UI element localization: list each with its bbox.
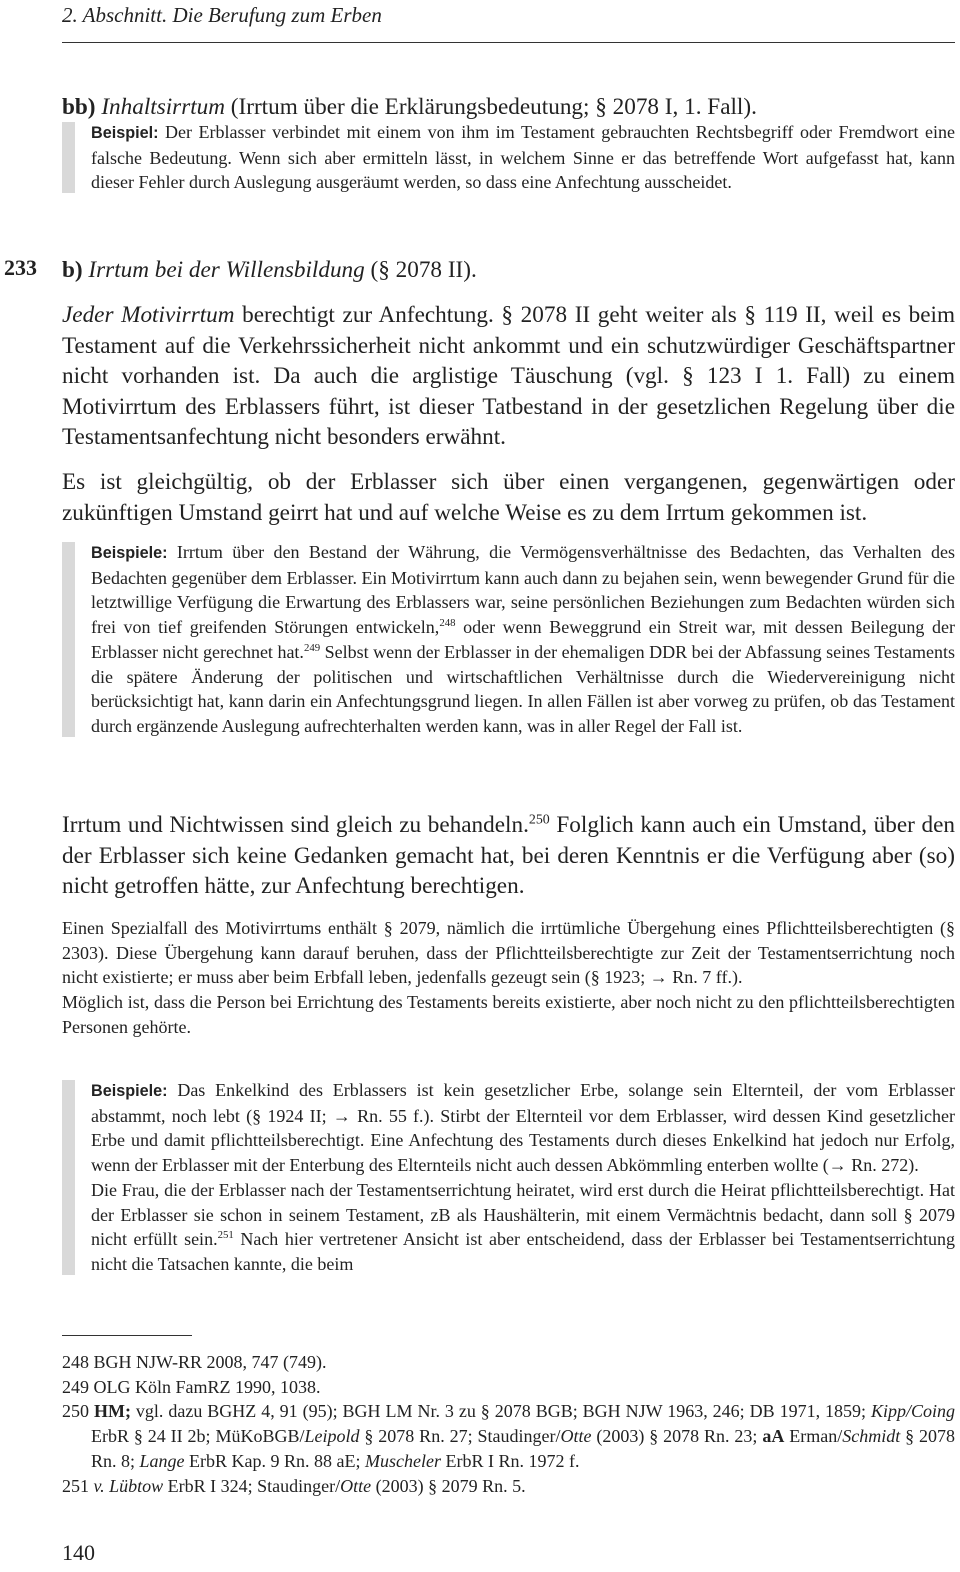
text-run: Irrtum und Nichtwissen sind gleich zu behandeln. [62,812,529,838]
footnotes [62,1350,955,1498]
paragraph [62,467,955,528]
example-label: Beispiele: [91,544,168,562]
example-label: Beispiele: [91,1082,168,1100]
footnote-reference: 249 [303,641,321,654]
text-run: Leipold [304,1426,360,1447]
text-run: ErbR Kap. 9 Rn. 88 aE; [184,1450,365,1471]
text-run: 249 OLG Köln FamRZ 1990, 1038. [62,1376,321,1397]
text-run: Nach hier vertretener Ansicht ist aber entscheidend, dass der Erblasser bei Testamentserrichtung nicht die Tatsachen kannte, die beim [91,1229,956,1274]
text-run: Einen Spezialfall des Motivirrtums enthält § 2079, nämlich die irrtümliche Übergehung eines Pflichtteilsberechtigten (§ 2303). Diese Übergehung kann darauf beruhen, dass der Pflichtteilsberechtigte zur Zeit der Testamentserrichtung noch nicht existierte; er muss aber beim Erbfall leben, jedenfalls gezeugt sein (§ 1923; → Rn. 7 ff.). [62,918,955,988]
margin-number: 233 [4,255,37,280]
example-bar [62,1080,75,1275]
heading-willensbildung [62,255,955,286]
text-run: vgl. dazu BGHZ 4, 91 (95); BGH LM Nr. 3 zu § 2078 BGB; BGH NJW 1963, 246; DB 1971, 1859; [130,1401,871,1422]
text-run: bb) [62,94,102,120]
example-text [91,120,955,195]
text-run: 248 BGH NJW-RR 2008, 747 (749). [62,1352,327,1372]
example-box [62,540,955,739]
footnote-rule [62,1335,192,1336]
example-box [62,1078,955,1277]
footnote-reference: 248 [439,617,456,630]
example-text [91,1078,955,1178]
text-run: Kipp/Coing [870,1401,955,1422]
text-run: ErbR I 324; Staudinger/ [163,1475,341,1496]
text-run: (§ 2078 II). [364,257,477,283]
text-run: Erman/ [784,1426,843,1447]
paragraph [62,810,955,902]
text-run: § 2078 Rn. 8; [91,1426,956,1471]
text-run: ErbR I Rn. 1972 f. [440,1450,580,1471]
example-label: Beispiel: [91,124,159,142]
footnote [62,1350,955,1375]
text-run: (Irrtum über die Erklärungsbedeutung; § 2078 I, 1. Fall). [225,94,757,120]
example-box [62,120,955,195]
paragraph-text [62,990,955,1039]
paragraph-text [62,916,955,990]
text-run: § 2078 Rn. 27; Staudinger/ [359,1426,561,1447]
text-run: Otte [560,1426,592,1447]
running-header: 2. Abschnitt. Die Berufung zum Erben [62,3,382,27]
text-run: aA [762,1426,785,1447]
text-run: oder wenn Beweggrund ein Streit war, mit dessen Beilegung der Erblasser nicht gerechnet hat. [91,617,955,662]
paragraph [62,916,955,1040]
text-run: b) [62,257,89,283]
text-run: Es ist gleichgültig, ob der Erblasser sich über einen vergangenen, gegenwärtigen oder zukünftigen Umstand geirrt hat und auf welche Weise es zu dem Irrtum gekommen ist. [62,469,955,526]
heading-inhaltsirrtum [62,92,955,123]
text-run: ErbR § 24 II 2b; MüKoBGB/ [91,1426,305,1447]
text-run: (2003) § 2079 Rn. 5. [371,1475,526,1496]
text-run: Irrtum über den Bestand der Währung, die Vermögensverhältnisse des Bedachten, das Verhalten des Bedachten gegenüber dem Erblasser. Ein Motivirrtum kann auch dann zu bejahen sein, wenn bewegender Grund für die letztwillige Verfügung die Erwartung des Erblassers war, seine persönlichen Beziehungen zum Bedachten würden sich frei von tief greifenden Störungen entwickeln, [91,542,955,638]
text-run: berechtigt zur Anfechtung. § 2078 II geht weiter als § 119 II, weil es beim Testament auf die Verkehrssicherheit nicht ankommt und ein schutzwürdiger Geschäftspartner nicht vorhanden ist. Da auch die arglistige Täuschung (vgl. § 123 I 1. Fall) zu einem Motivirrtum des Erblassers führt, ist dieser Tatbestand in der gesetzlichen Regelung über die Testamentsanfechtung nicht besonders erwähnt. [62,302,956,450]
footnote [62,1399,955,1473]
text-run: 251 [62,1475,94,1496]
example-text [91,1178,955,1277]
text-run: Die Frau, die der Erblasser nach der Testamentserrichtung heiratet, wird erst durch die Heirat pflichtteilsberechtigt. Hat der Erblasser sie schon in seinem Testament, zB als Haushälterin, mit einem Vermächtnis bedacht, dann soll § 2079 nicht erfüllt sein. [91,1179,955,1250]
text-run: Inhaltsirrtum [101,94,225,120]
text-run: Jeder Motivirrtum [62,302,235,328]
paragraph [62,300,955,453]
example-bar [62,122,75,193]
text-run: 250 [62,1401,94,1422]
text-run: Lange [139,1450,185,1471]
text-run: Folglich kann auch ein Umstand, über den der Erblasser sich keine Gedanken gemacht hat, bei deren Kenntnis er die Verfügung aber (so) nicht getroffen hätte, zur Anfechtung berechtigen. [62,812,955,899]
page-number: 140 [62,1540,95,1565]
text-run: Möglich ist, dass die Person bei Errichtung des Testaments bereits existierte, aber noch nicht zu den pflichtteilsberechtigten Personen gehörte. [62,992,955,1037]
text-run: Otte [340,1475,372,1496]
text-run: Der Erblasser verbindet mit einem von ihm im Testament gebrauchten Rechtsbegriff oder Fremdwort eine falsche Bedeutung. Wenn sich aber ermitteln lässt, in welchem Sinne er das betreffende Wort aufgefasst hat, kann dieser Fehler durch Auslegung ausgeräumt werden, so dass eine Anfechtung ausscheidet. [91,122,955,193]
example-text [91,540,955,739]
footnote-reference: 250 [528,812,550,828]
text-run: Das Enkelkind des Erblassers ist kein gesetzlicher Erbe, solange sein Elternteil, der vom Erblasser abstammt, noch lebt (§ 1924 II; → Rn. 55 f.). Stirbt der Elternteil vor dem Erblasser, wird dessen Kind gesetzlicher Erbe und damit pflichtteilsberechtigt. Eine Anfechtung des Testaments durch dieses Enkelkind hat jedoch nur Erfolg, wenn der Erblasser mit der Enterbung des Elternteils nicht auch dessen Abkömmling enterben wollte (→ Rn. 272). [91,1080,955,1176]
footnote-reference: 251 [217,1229,234,1242]
text-run: (2003) § 2078 Rn. 23; [591,1426,763,1447]
text-run: Irrtum bei der Willensbildung [88,257,365,283]
text-run: Muscheler [365,1450,441,1471]
text-run: Selbst wenn der Erblasser in der ehemaligen DDR bei der Abfassung seines Testaments die spätere Änderung der politischen und wirtschaftlichen Verhältnisse durch die Wiedervereinigung nicht berücksichtigt hat, kann darin ein Anfechtungsgrund liegen. In allen Fällen ist aber vorweg zu prüfen, ob das Testament durch ergänzende Auslegung aufrechterhalten werden kann, was in aller Regel der Fall ist. [91,641,955,736]
text-run: HM; [93,1401,131,1422]
text-run: Schmidt [842,1426,901,1447]
footnote [62,1474,955,1499]
example-bar [62,542,75,737]
footnote [62,1375,955,1400]
header-rule [62,42,955,43]
text-run: v. Lübtow [93,1475,164,1496]
